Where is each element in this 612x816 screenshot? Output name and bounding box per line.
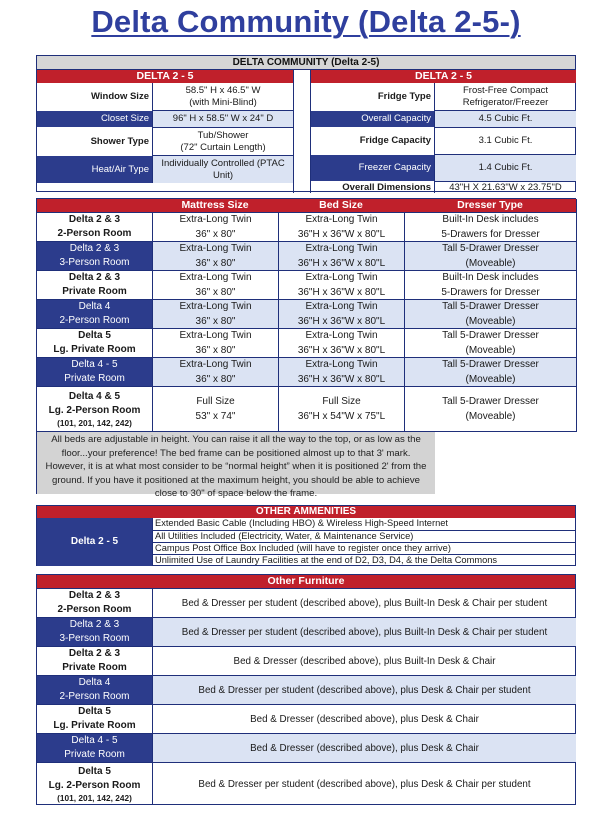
furniture-row-room-line-2: 2-Person Room	[59, 691, 130, 702]
right-spec-value	[434, 83, 576, 110]
furniture-row-room	[37, 733, 152, 762]
furniture-row-description: Bed & Dresser per student (described above), plus Desk & Chair per student	[152, 675, 576, 704]
right-spec-table	[311, 70, 576, 193]
bed-row-room-line-2: Lg. 2-Person Room	[48, 405, 141, 416]
bed-row-cell-line-2: 36"H x 54"W x 75"L	[297, 411, 386, 422]
community-banner: DELTA COMMUNITY (Delta 2-5)	[37, 56, 575, 70]
bed-row-room-line-1: Delta 2 & 3	[69, 243, 120, 254]
furniture-row-room-line-1: Delta 5	[78, 766, 111, 777]
bed-row-room	[37, 357, 152, 386]
amenity-item: Extended Basic Cable (Including HBO) & Wireless High-Speed Internet	[152, 518, 576, 530]
left-spec-value-line-1: Tub/Shower	[197, 130, 249, 141]
furniture-row-room	[37, 675, 152, 704]
bed-row-cell	[404, 270, 576, 299]
bed-table	[36, 198, 576, 500]
left-spec-value-line-2: (with Mini-Blind)	[189, 96, 257, 108]
bed-row-cell-line-2: 36"H x 36"W x 80"L	[297, 229, 386, 240]
furniture-row-room-line-2: Lg. Private Room	[53, 720, 136, 731]
bed-row-cell-line-1: Extra-Long Twin	[179, 214, 252, 225]
left-spec-label: Closet Size	[37, 110, 152, 127]
furniture-row-room-line-1: Delta 2 & 3	[69, 619, 120, 630]
bed-row-cell	[278, 270, 404, 299]
bed-row-room	[37, 299, 152, 328]
bed-row-cell	[152, 270, 278, 299]
furniture-row-room	[37, 704, 152, 733]
left-spec-header: DELTA 2 - 5	[37, 70, 293, 83]
bed-row-cell-line-2: (Moveable)	[465, 345, 516, 356]
bed-row-cell	[404, 386, 576, 431]
left-spec-value-line-2: (72" Curtain Length)	[180, 141, 266, 153]
right-spec-value-line-1: 3.1 Cubic Ft.	[478, 135, 533, 147]
furniture-row-room	[37, 646, 152, 675]
furniture-row-description: Bed & Dresser (described above), plus Desk & Chair	[152, 733, 576, 762]
amenity-item: All Utilities Included (Electricity, Water, & Maintenance Service)	[152, 530, 576, 542]
bed-row-room-line-1: Delta 2 & 3	[68, 272, 121, 283]
bed-row-cell-line-1: Tall 5-Drawer Dresser	[442, 330, 539, 341]
spec-section	[36, 55, 576, 192]
bed-row-cell	[152, 386, 278, 431]
bed-row-cell-line-1: Full Size	[322, 396, 361, 407]
bed-row-room-line-1: Delta 5	[78, 330, 111, 341]
left-spec-label: Heat/Air Type	[37, 155, 152, 183]
bed-col-header: Mattress Size	[181, 198, 249, 211]
bed-row-cell	[404, 212, 576, 241]
bed-row-cell-line-1: Extra-Long Twin	[179, 330, 252, 341]
bed-row-room	[37, 328, 152, 357]
furniture-row-room	[37, 617, 152, 646]
right-spec-value	[434, 110, 576, 127]
furniture-row-room-line-1: Delta 2 & 3	[68, 648, 121, 659]
right-spec-value-line-1: 43"H X 21.63"W x 23.75"D	[449, 181, 562, 193]
bed-row-cell	[278, 241, 404, 270]
furniture-row-room-line-1: Delta 4	[78, 677, 111, 688]
left-spec-value	[152, 83, 293, 110]
bed-row-cell-line-1: Extra-Long Twin	[179, 243, 252, 254]
bed-row-cell	[152, 299, 278, 328]
bed-row-cell-line-2: 36"H x 36"W x 80"L	[297, 287, 386, 298]
bed-row-cell	[152, 328, 278, 357]
bed-row-cell-line-1: Extra-Long Twin	[179, 301, 252, 312]
right-spec-border	[310, 70, 311, 193]
bed-row-room-line-1: Delta 4 - 5	[71, 359, 118, 370]
furniture-row-room-line-2: Lg. 2-Person Room	[48, 780, 141, 791]
bed-row-room-line-2: 2-Person Room	[59, 315, 130, 326]
left-spec-value-line-1: 96" H x 58.5" W x 24" D	[172, 113, 274, 125]
bed-row-cell-line-2: 36"H x 36"W x 80"L	[297, 345, 386, 356]
furniture-row-description: Bed & Dresser per student (described above), plus Desk & Chair per student	[152, 762, 576, 805]
bed-row-room-line-2: Lg. Private Room	[53, 344, 136, 355]
bed-row-cell	[404, 357, 576, 386]
bed-row-cell-line-2: (Moveable)	[465, 374, 516, 385]
furniture-row-room-line-1: Delta 2 & 3	[68, 590, 121, 601]
bed-row-cell-line-2: 36" x 80"	[195, 345, 236, 356]
bed-row-cell-line-1: Extra-Long Twin	[179, 272, 252, 283]
furniture-header: Other Furniture	[37, 575, 575, 588]
right-spec-value-line-1: Frost-Free Compact	[463, 85, 548, 96]
furniture-row-room-line-2: 3-Person Room	[59, 633, 130, 644]
right-spec-label: Freezer Capacity	[311, 154, 434, 181]
bed-row-cell-line-1: Extra-Long Twin	[305, 214, 378, 225]
bed-row-cell	[278, 328, 404, 357]
bed-row-cell	[278, 357, 404, 386]
bed-row-cell-line-2: 36" x 80"	[195, 229, 236, 240]
bed-col-header: Bed Size	[319, 198, 363, 211]
left-spec-border	[293, 70, 294, 193]
furniture-row-room-line-1: Delta 4 - 5	[71, 735, 118, 746]
bed-row-cell	[152, 212, 278, 241]
bed-row-cell-line-2: (Moveable)	[465, 316, 516, 327]
furniture-row-room-line-1: Delta 5	[78, 706, 111, 717]
bed-row-cell	[404, 299, 576, 328]
furniture-row-room-line-2: Private Room	[62, 662, 127, 673]
left-spec-label: Window Size	[91, 90, 149, 102]
bed-height-note: All beds are adjustable in height. You can raise it all the way to the top, or as low as the floor...your preference! The bed frame can be positioned almost up to that 3' mark. However, it is at what most consider to be “normal height” when it is positioned 2' from the ground. If you have it positioned at the maximum height, you should be able to achieve close to 30" of space below the frame.	[37, 432, 435, 494]
bed-row-cell-line-1: Built-In Desk includes	[442, 272, 539, 283]
bed-row-cell-line-2: 36" x 80"	[195, 374, 236, 385]
furniture-row-room-line-3: (101, 201, 142, 242)	[57, 793, 132, 803]
amenity-item: Campus Post Office Box Included (will have to register once they arrive)	[152, 542, 576, 554]
bed-row-cell-line-2: 53" x 74"	[195, 411, 236, 422]
furniture-row-description: Bed & Dresser per student (described above), plus Built-In Desk & Chair per student	[152, 588, 576, 617]
furniture-table	[36, 574, 576, 805]
right-spec-value	[434, 127, 576, 154]
bed-row-cell-line-1: Extra-Long Twin	[305, 301, 378, 312]
right-spec-label: Overall Dimensions	[311, 181, 434, 193]
bed-row-cell-line-2: 5-Drawers for Dresser	[441, 229, 540, 240]
furniture-row-room	[37, 762, 152, 805]
bed-row-room-line-1: Delta 2 & 3	[68, 214, 121, 225]
furniture-row-description: Bed & Dresser (described above), plus Built-In Desk & Chair	[152, 646, 576, 675]
right-spec-value	[434, 181, 576, 193]
amenity-item: Unlimited Use of Laundry Facilities at the end of D2, D3, D4, & the Delta Commons	[152, 554, 576, 566]
furniture-row-room-line-2: 2-Person Room	[57, 604, 132, 615]
left-spec-label: Shower Type	[37, 127, 152, 155]
left-spec-value-line-2: Unit)	[212, 169, 234, 181]
bed-row-cell	[404, 241, 576, 270]
bed-row-cell-line-1: Tall 5-Drawer Dresser	[442, 396, 539, 407]
right-spec-label: Overall Capacity	[311, 110, 434, 127]
amenities-section	[36, 505, 576, 566]
bed-row-room-line-2: Private Room	[64, 373, 125, 384]
bed-row-cell-line-2: 36"H x 36"W x 80"L	[297, 316, 386, 327]
left-spec-value	[152, 127, 293, 155]
bed-row-room-line-1: Delta 4 & 5	[68, 391, 121, 402]
right-spec-value-line-2: Refrigerator/Freezer	[462, 96, 549, 108]
bed-row-cell-line-1: Extra-Long Twin	[305, 330, 378, 341]
bed-row-cell-line-1: Tall 5-Drawer Dresser	[442, 243, 539, 254]
bed-row-cell	[152, 241, 278, 270]
bed-row-cell-line-1: Extra-Long Twin	[305, 359, 378, 370]
amenities-header: OTHER AMMENITIES	[37, 506, 575, 518]
bed-row-cell-line-2: 36" x 80"	[195, 316, 236, 327]
bed-row-cell	[152, 357, 278, 386]
bed-row-cell-line-2: (Moveable)	[465, 258, 516, 269]
bed-row-cell-line-2: 36" x 80"	[195, 258, 236, 269]
bed-row-room-line-2: Private Room	[62, 286, 127, 297]
amenities-label: Delta 2 - 5	[37, 518, 152, 566]
furniture-row-description: Bed & Dresser per student (described above), plus Built-In Desk & Chair per student	[152, 617, 576, 646]
left-spec-value-line-1: Individually Controlled (PTAC	[161, 158, 285, 169]
furniture-row-description: Bed & Dresser (described above), plus Desk & Chair	[152, 704, 576, 733]
right-spec-value	[434, 154, 576, 181]
bed-row-cell-line-1: Extra-Long Twin	[179, 359, 252, 370]
left-spec-value	[152, 110, 293, 127]
right-spec-value-line-1: 1.4 Cubic Ft.	[478, 162, 533, 174]
right-spec-header: DELTA 2 - 5	[311, 70, 576, 83]
bed-row-cell-line-1: Extra-Long Twin	[305, 243, 378, 254]
bed-row-cell-line-1: Built-In Desk includes	[442, 214, 539, 225]
bed-row-cell-line-2: 36"H x 36"W x 80"L	[297, 258, 386, 269]
left-spec-value-line-1: 58.5" H x 46.5" W	[185, 85, 261, 96]
bed-row-cell-line-1: Tall 5-Drawer Dresser	[442, 301, 539, 312]
bed-row-cell	[278, 212, 404, 241]
furniture-row-room-line-2: Private Room	[64, 749, 125, 760]
bed-row-cell-line-2: 36"H x 36"W x 80"L	[297, 374, 386, 385]
furniture-row-room	[37, 588, 152, 617]
right-spec-value-line-1: 4.5 Cubic Ft.	[478, 113, 533, 125]
right-spec-label: Fridge Type	[377, 90, 431, 102]
bed-row-room-line-2: 2-Person Room	[57, 228, 132, 239]
bed-row-room-line-3: (101, 201, 142, 242)	[57, 418, 132, 428]
bed-row-cell-line-2: (Moveable)	[465, 411, 516, 422]
bed-row-room-line-2: 3-Person Room	[59, 257, 130, 268]
left-spec-table	[37, 70, 293, 193]
bed-row-room	[37, 270, 152, 299]
bed-row-room	[37, 212, 152, 241]
left-spec-value	[152, 155, 293, 183]
bed-row-cell-line-2: 5-Drawers for Dresser	[441, 287, 540, 298]
bed-row-cell-line-1: Extra-Long Twin	[305, 272, 378, 283]
bed-row-room	[37, 386, 152, 431]
bed-row-room	[37, 241, 152, 270]
bed-row-cell	[278, 299, 404, 328]
bed-row-cell	[404, 328, 576, 357]
bed-row-cell-line-1: Tall 5-Drawer Dresser	[442, 359, 539, 370]
bed-row-cell-line-1: Full Size	[196, 396, 235, 407]
bed-row-cell-line-2: 36" x 80"	[195, 287, 236, 298]
bed-col-header: Dresser Type	[457, 198, 523, 211]
bed-row-room-line-1: Delta 4	[78, 301, 111, 312]
right-spec-label: Fridge Capacity	[311, 127, 434, 154]
page-title: Delta Community (Delta 2-5-)	[91, 4, 521, 39]
bed-table-right-border	[576, 199, 577, 432]
bed-row-cell	[278, 386, 404, 431]
